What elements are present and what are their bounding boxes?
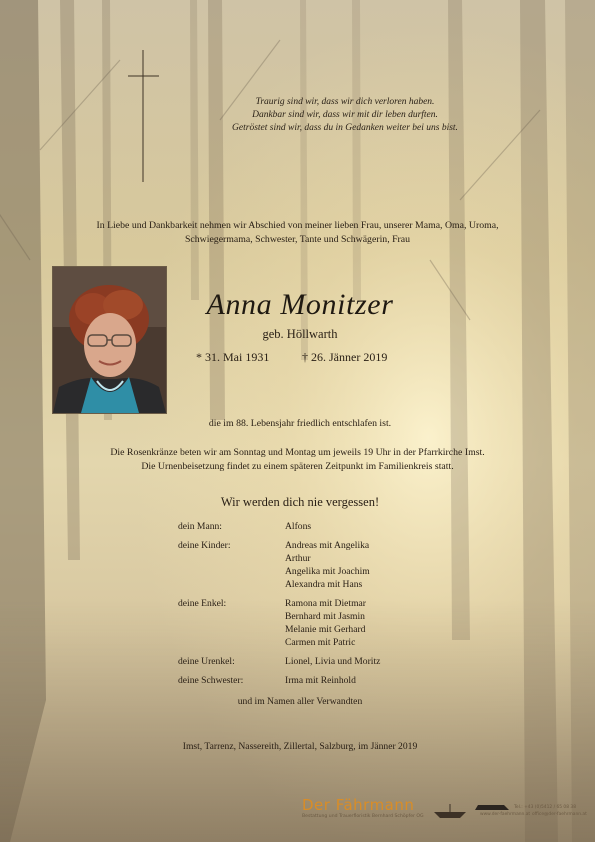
- deceased-name: Anna Monitzer: [206, 288, 394, 321]
- boat-icon: [432, 802, 468, 820]
- relatives-line: und im Namen aller Verwandten: [237, 696, 363, 707]
- intro-line: In Liebe und Dankbarkeit nehmen wir Abschied von meiner lieben Frau, unserer Mama, Oma, Uroma,: [96, 220, 499, 231]
- ceremony-info: [40, 446, 555, 474]
- portrait-photo: [52, 266, 167, 414]
- birth-date: * 31. Mai 1931: [196, 350, 270, 364]
- mourner-names: [285, 597, 366, 649]
- mourner-name: Ramona mit Dietmar: [285, 598, 366, 609]
- cross-icon: [124, 48, 164, 184]
- mourner-name: Angelika mit Joachim: [285, 566, 370, 577]
- poem-line: Dankbar sind wir, dass wir mit dir leben durften.: [252, 110, 438, 120]
- funeral-home-subtitle: Bestattung und Trauerfloristik Bernhard Schöpfer OG: [302, 814, 424, 819]
- mourner-name: Alexandra mit Hans: [285, 579, 363, 590]
- contact-phone: Tel.: +43 (0)5412 / 65 08 38: [514, 805, 577, 810]
- funeral-home-logo: Der Fährmann: [302, 796, 415, 814]
- ceremony-line: Die Urnenbeisetzung findet zu einem späteren Zeitpunkt im Familienkreis statt.: [141, 461, 454, 472]
- maiden-name: geb. Höllwarth: [262, 327, 338, 341]
- contact-web: www.der-faehrmann.at: [480, 812, 531, 817]
- intro-line: Schwiegermama, Schwester, Tante und Schwägerin, Frau: [184, 234, 411, 245]
- place-date: Imst, Tarrenz, Nassereith, Zillertal, Salzburg, im Jänner 2019: [182, 741, 418, 752]
- mourner-label: deine Schwester:: [178, 675, 244, 686]
- mourner-label: deine Urenkel:: [178, 656, 235, 667]
- mourner-name: Alfons: [285, 521, 312, 532]
- poem-line: Traurig sind wir, dass wir dich verloren haben.: [255, 97, 435, 107]
- mourner-name: Lionel, Livia und Moritz: [285, 656, 381, 667]
- passed-text: die im 88. Lebensjahr friedlich entschlafen ist.: [208, 418, 392, 429]
- intro-text: [40, 219, 555, 247]
- death-date: † 26. Jänner 2019: [302, 350, 388, 364]
- mourner-label: deine Kinder:: [178, 540, 231, 551]
- mourner-name: Melanie mit Gerhard: [285, 624, 366, 635]
- mourner-names: [285, 674, 356, 687]
- poem-line: Getröstet sind wir, dass du in Gedanken weiter bei uns bist.: [232, 123, 458, 133]
- ceremony-line: Die Rosenkränze beten wir am Sonntag und Montag um jeweils 19 Uhr in der Pfarrkirche Imst.: [110, 447, 485, 458]
- mourner-name: Bernhard mit Jasmin: [285, 611, 365, 622]
- mourner-names: [285, 539, 370, 591]
- mourner-name: Andreas mit Angelika: [285, 540, 370, 551]
- mourner-names: [285, 520, 311, 533]
- car-icon: [474, 802, 510, 812]
- mourner-name: Carmen mit Patric: [285, 637, 356, 648]
- never-forget-heading: Wir werden dich nie vergessen!: [220, 495, 380, 509]
- mourner-label: deine Enkel:: [178, 598, 227, 609]
- portrait-image: [53, 267, 166, 413]
- mourner-name: Irma mit Reinhold: [285, 675, 356, 686]
- mourner-names: [285, 655, 380, 668]
- mourner-label: dein Mann:: [178, 521, 222, 532]
- contact-email: office@der-faehrmann.at: [532, 812, 587, 817]
- poem: [180, 96, 510, 135]
- mourner-name: Arthur: [285, 553, 311, 564]
